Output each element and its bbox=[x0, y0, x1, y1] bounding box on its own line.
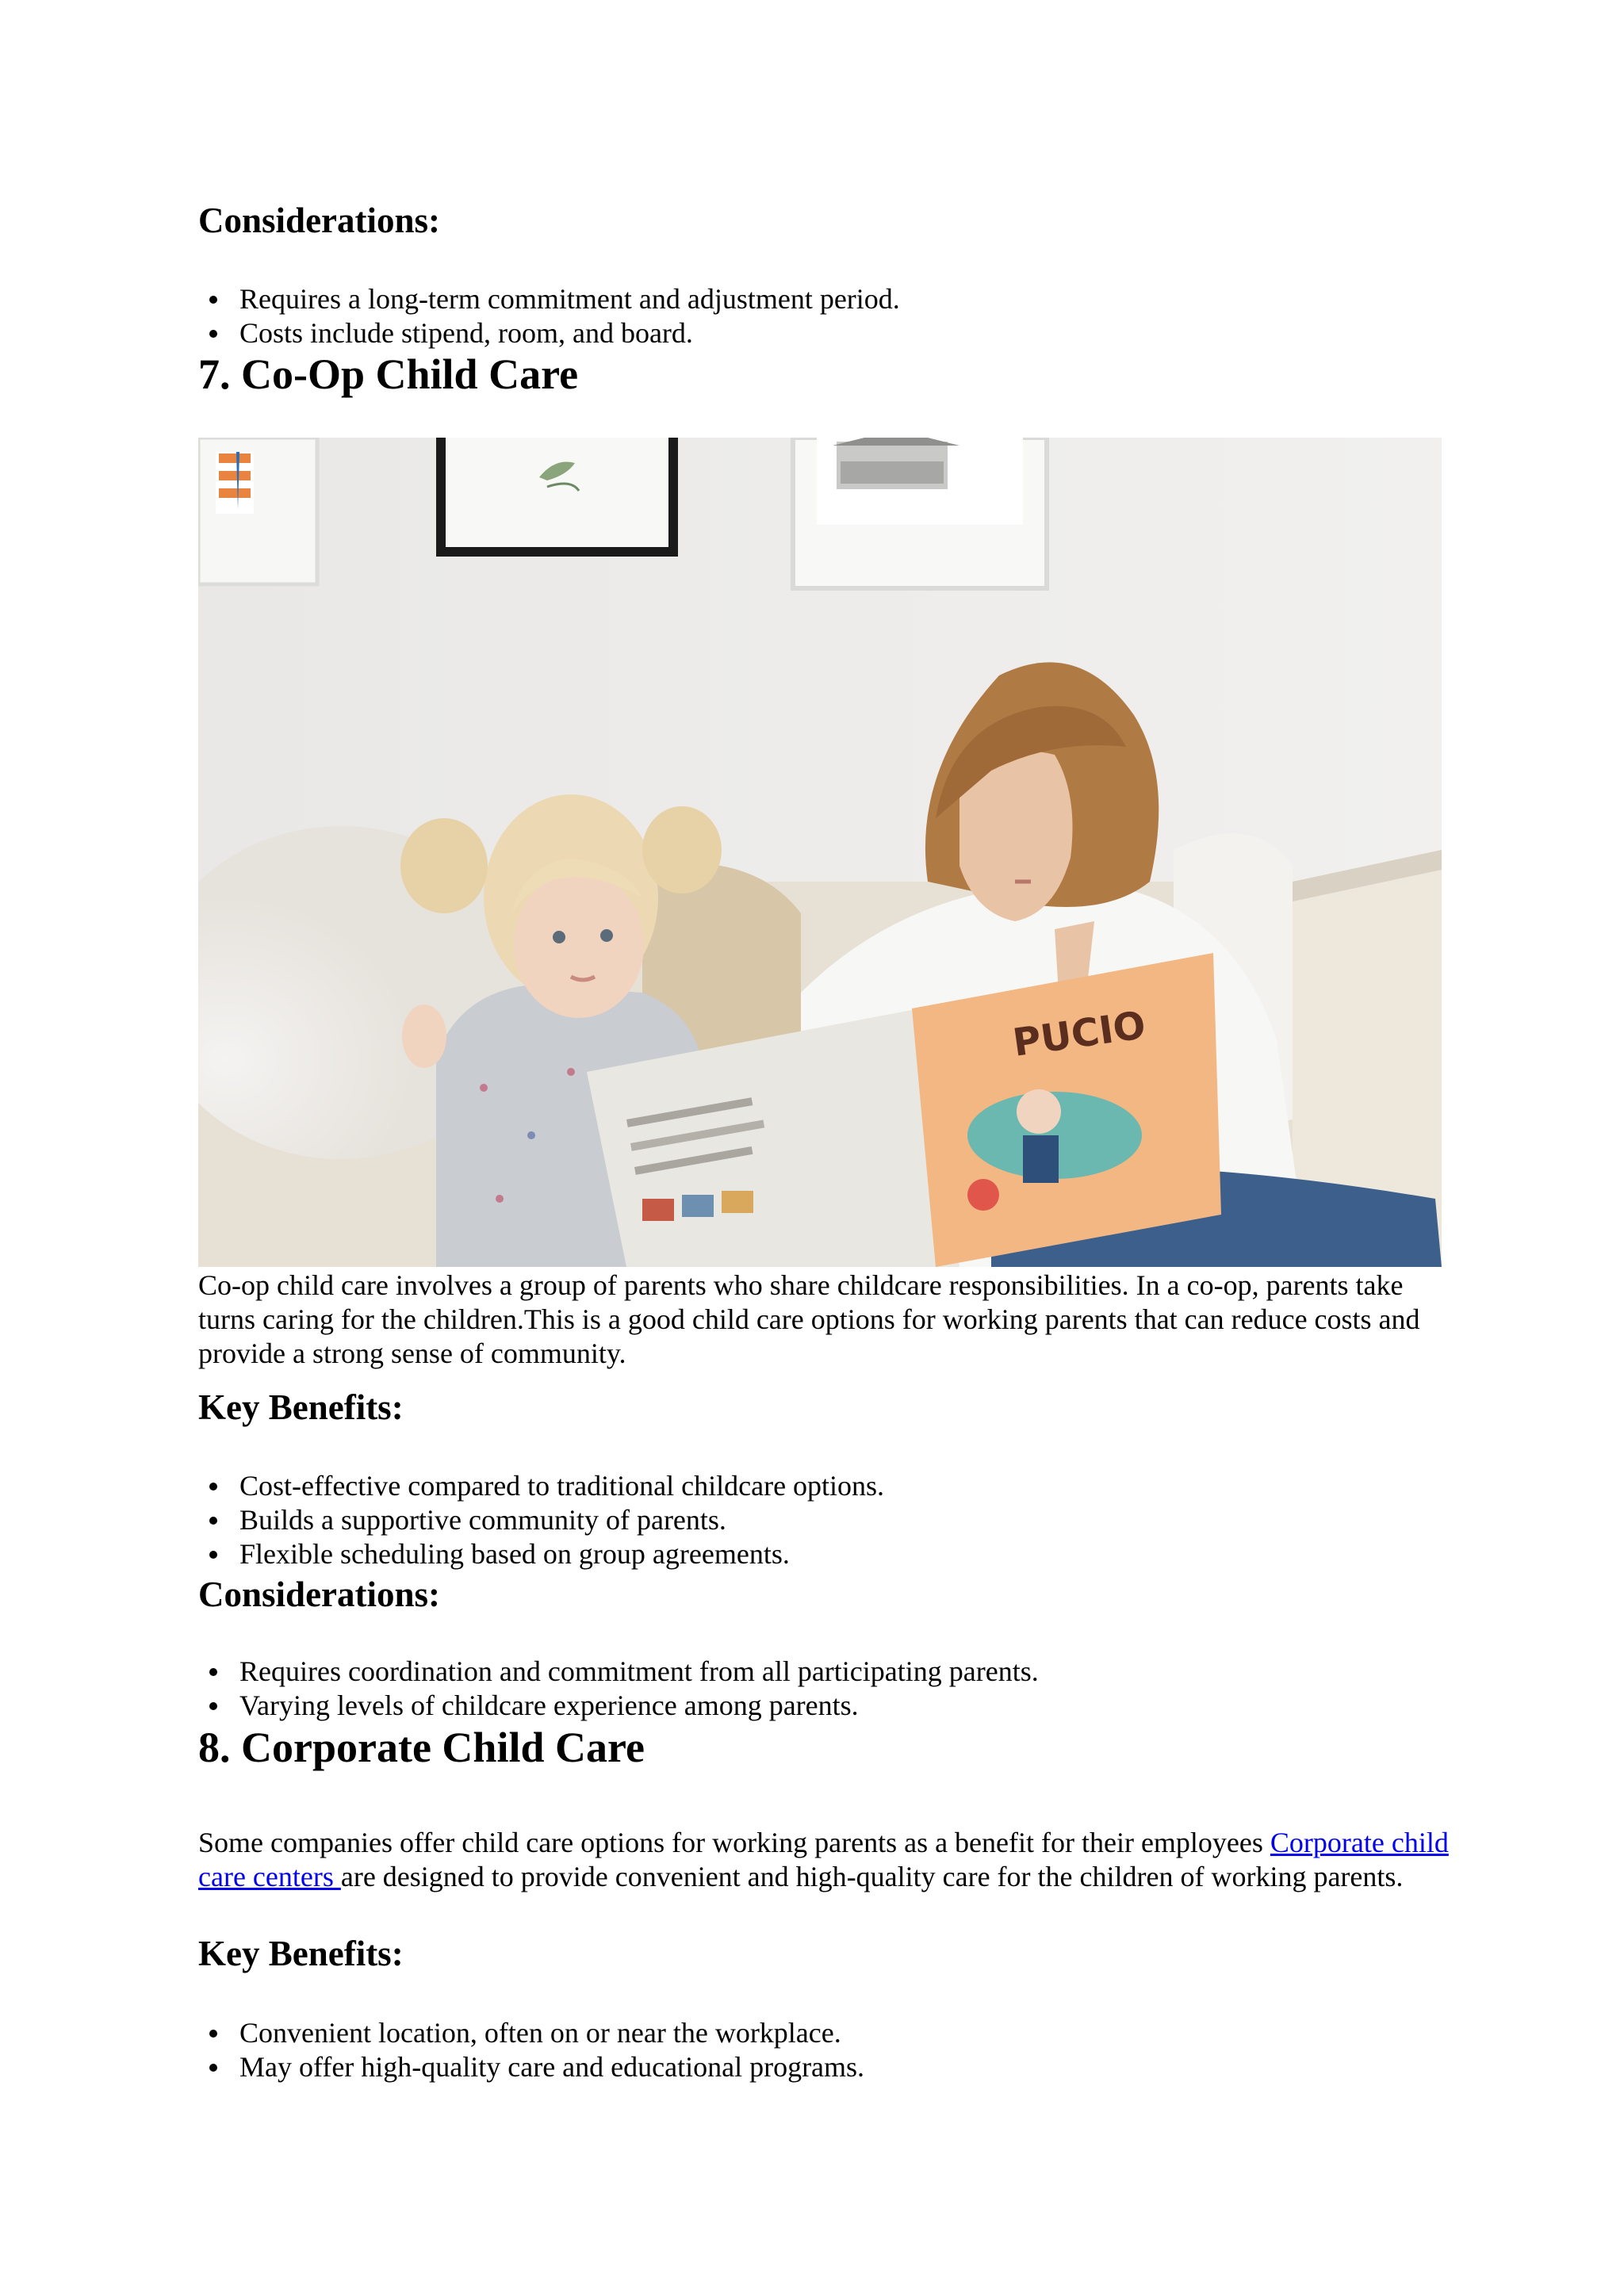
photo-illustration bbox=[198, 438, 1442, 1267]
considerations-heading-6: Considerations: bbox=[198, 201, 441, 240]
list-item bbox=[198, 1689, 1039, 1723]
list-item-text: Costs include stipend, room, and board. bbox=[239, 317, 693, 349]
bullet-icon bbox=[209, 1483, 217, 1490]
list-item-text: Varying levels of childcare experience among parents. bbox=[239, 1689, 859, 1721]
list-item bbox=[198, 1537, 884, 1571]
list-item bbox=[198, 282, 900, 316]
corporate-intro-continued: are designed to provide convenient and high-quality care for the children of working parents. bbox=[340, 1861, 1404, 1892]
bullet-icon bbox=[209, 1668, 217, 1676]
list-item bbox=[198, 1503, 884, 1537]
key-benefits-heading-7: Key Benefits: bbox=[198, 1387, 404, 1427]
list-item bbox=[198, 1469, 884, 1503]
frame-center bbox=[436, 438, 678, 557]
considerations-heading-7: Considerations: bbox=[198, 1575, 441, 1614]
list-item bbox=[198, 2050, 864, 2084]
key-benefits-heading-8: Key Benefits: bbox=[198, 1934, 404, 1973]
frame-left bbox=[198, 438, 317, 584]
list-item-text: Requires coordination and commitment from all participating parents. bbox=[239, 1655, 1039, 1687]
corporate-description bbox=[198, 1826, 1451, 1894]
co-op-description: Co-op child care involves a group of parents who share childcare responsibilities. In a co-op, parents take turns caring for the children.This is a good child care options for working parents that can reduce costs and provide a strong sense of community. bbox=[198, 1269, 1420, 1369]
list-item-text: Requires a long-term commitment and adjustment period. bbox=[239, 283, 900, 315]
mother-reading-photo bbox=[198, 438, 1442, 1267]
list-item-text: Flexible scheduling based on group agreements. bbox=[239, 1538, 790, 1570]
considerations-list-6 bbox=[198, 282, 900, 350]
bullet-icon bbox=[209, 2030, 217, 2038]
list-item bbox=[198, 1655, 1039, 1689]
bullet-icon bbox=[209, 1702, 217, 1710]
benefits-list-7 bbox=[198, 1469, 884, 1571]
bullet-icon bbox=[209, 296, 217, 304]
list-item-text: May offer high-quality care and educational programs. bbox=[239, 2051, 865, 2083]
list-item bbox=[198, 316, 900, 350]
section-heading-8: 8. Corporate Child Care bbox=[198, 1724, 645, 1771]
corporate-intro-text: Some companies offer child care options for working parents as a benefit for their employees bbox=[198, 1827, 1270, 1858]
bullet-icon bbox=[209, 2064, 217, 2072]
list-item-text: Builds a supportive community of parents. bbox=[239, 1504, 726, 1536]
corporate-child-care-link[interactable]: Corporate child care centers bbox=[198, 1827, 1449, 1892]
section-heading-7: 7. Co-Op Child Care bbox=[198, 350, 579, 398]
bullet-icon bbox=[209, 1551, 217, 1559]
frame-right bbox=[793, 438, 1047, 588]
list-item bbox=[198, 2016, 864, 2050]
book-title: PUCIO bbox=[1009, 1003, 1149, 1066]
benefits-list-8 bbox=[198, 2016, 864, 2084]
list-item-text: Convenient location, often on or near the workplace. bbox=[239, 2017, 841, 2049]
list-item-text: Cost-effective compared to traditional childcare options. bbox=[239, 1470, 885, 1502]
bullet-icon bbox=[209, 1517, 217, 1525]
bullet-icon bbox=[209, 330, 217, 338]
considerations-list-7 bbox=[198, 1655, 1039, 1723]
